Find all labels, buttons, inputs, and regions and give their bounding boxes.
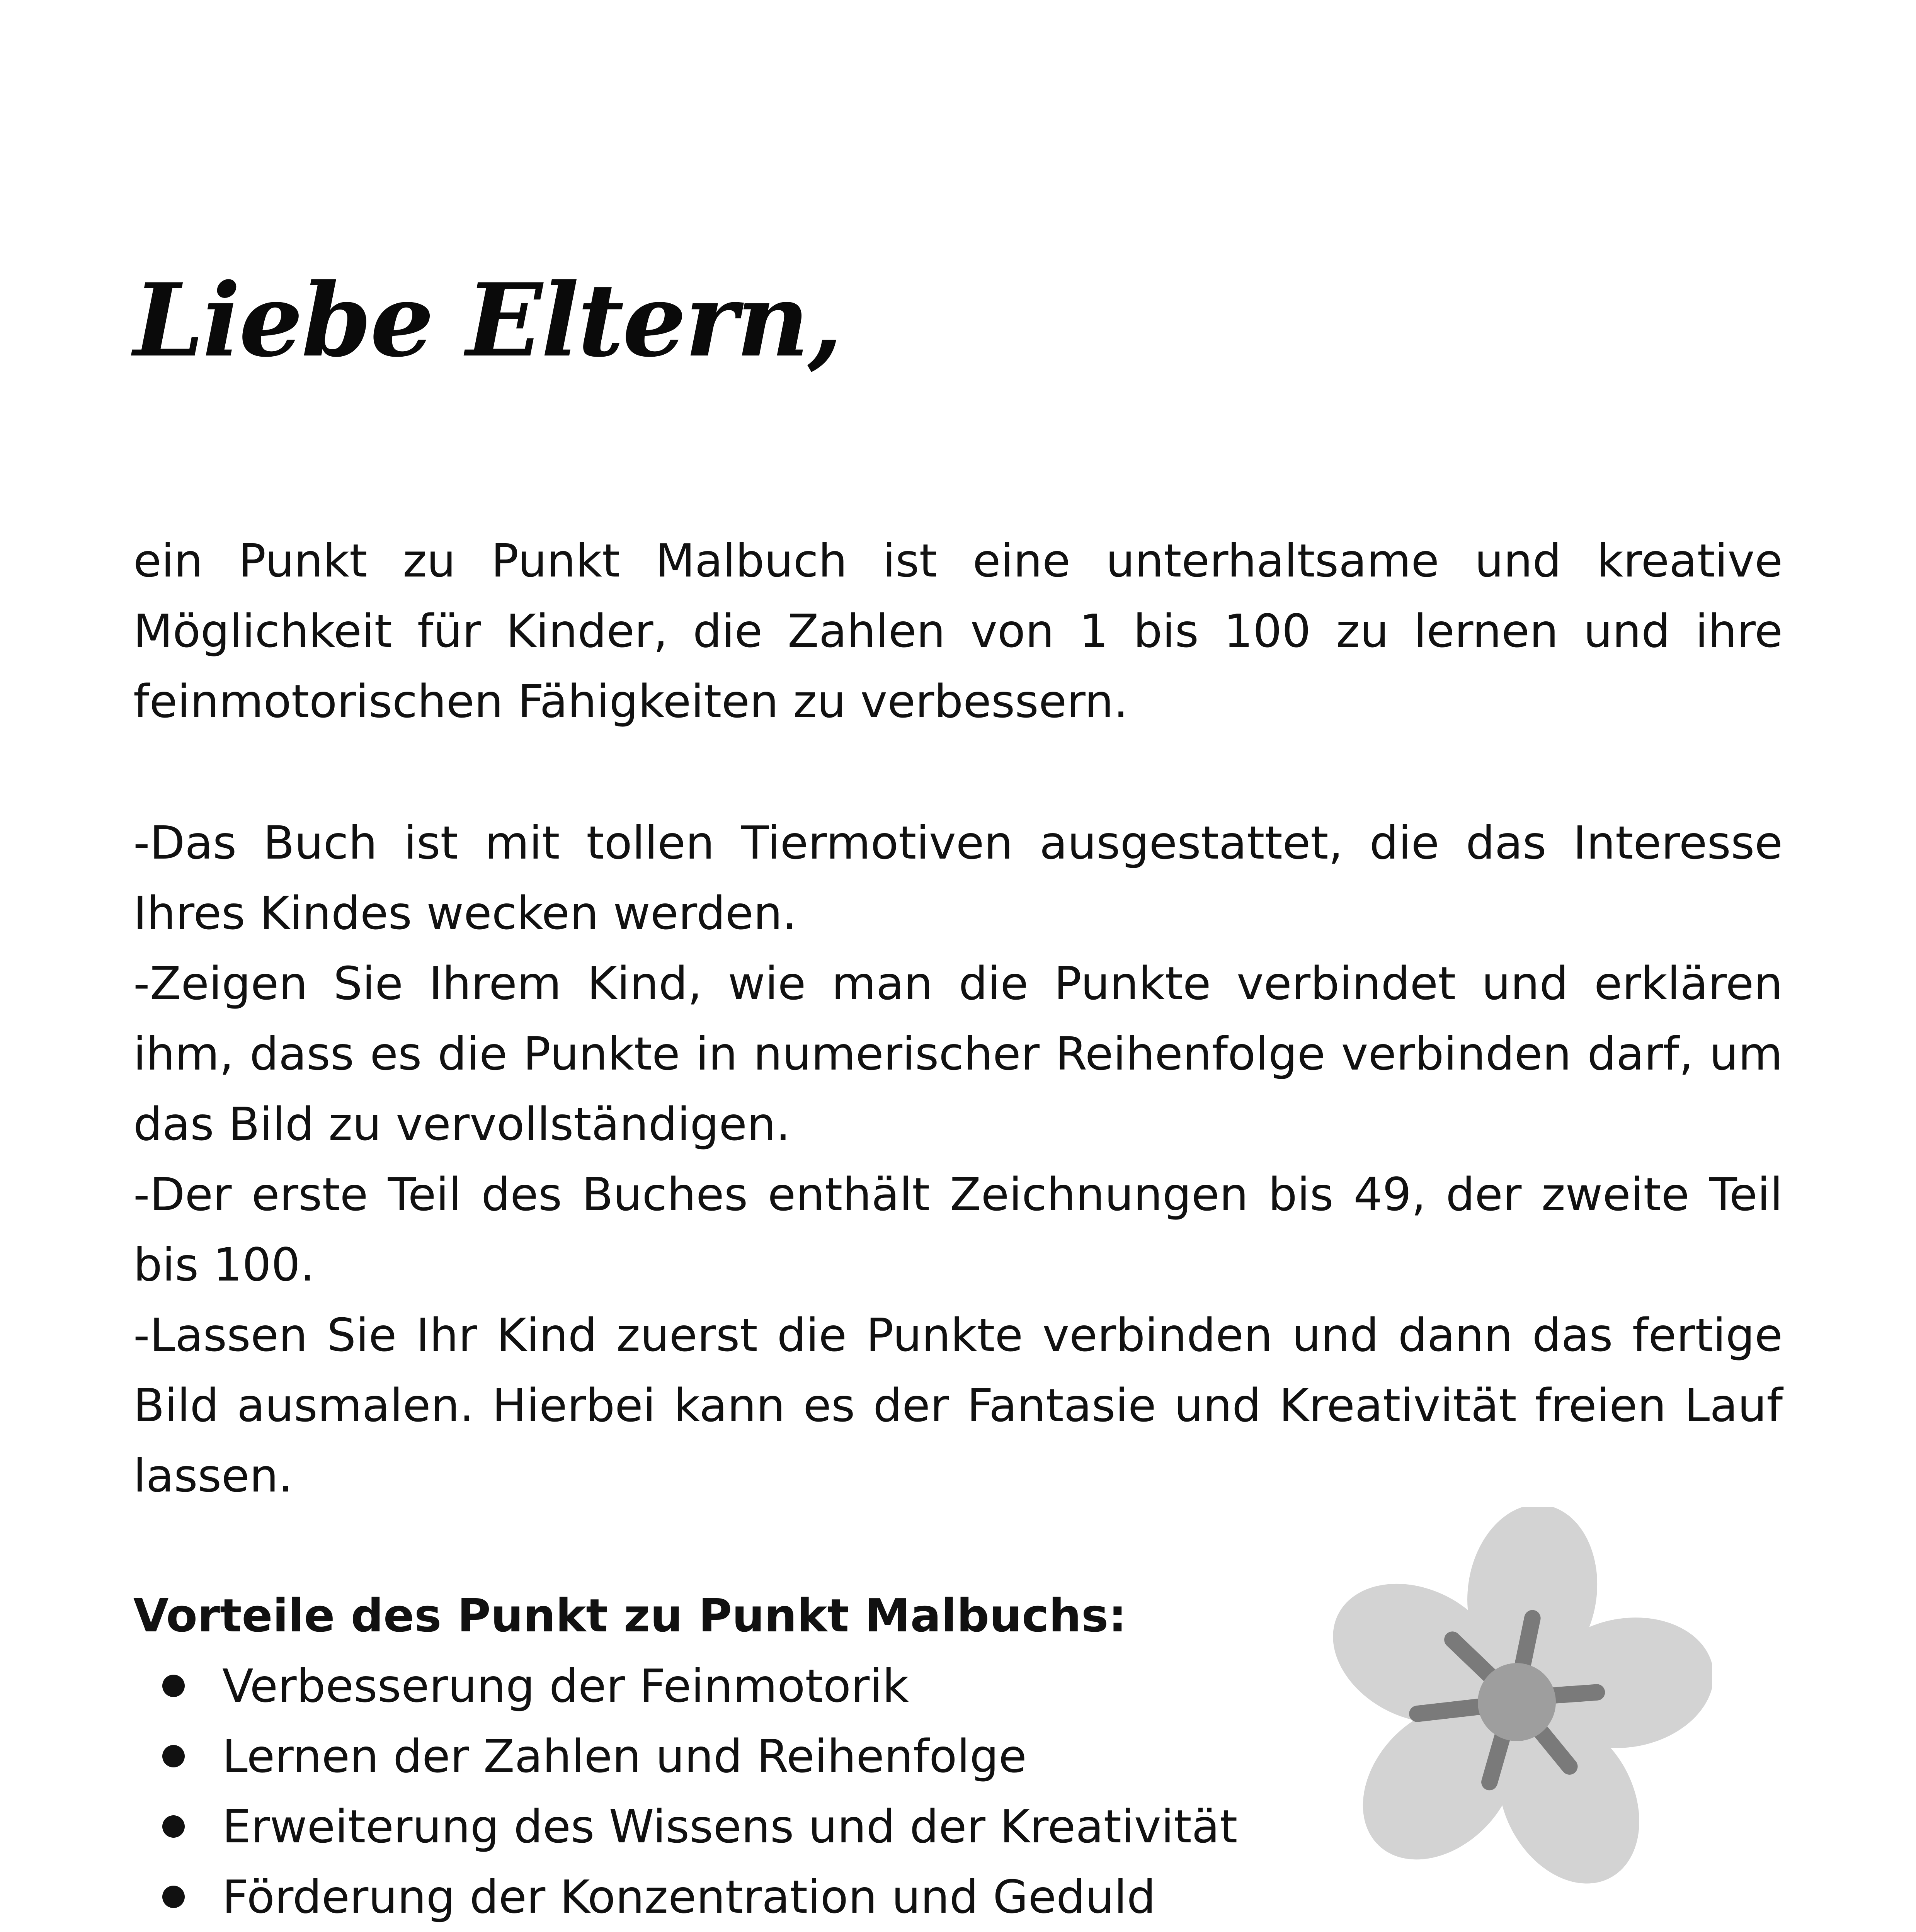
bullet-icon <box>162 1886 185 1908</box>
tip-item: -Zeigen Sie Ihrem Kind, wie man die Punkte verbindet und erklären ihm, dass es die Punkte in numerischer Reihenfolge verbinden darf, um das Bild zu vervollständigen. <box>133 957 1783 1151</box>
flower-center <box>1478 1663 1556 1741</box>
benefit-text: Verbesserung der Feinmotorik <box>222 1659 909 1713</box>
flower-icon <box>1322 1507 1712 1897</box>
page-title: Liebe Eltern, <box>133 262 841 379</box>
intro-paragraph <box>133 526 1783 736</box>
tip-item: -Das Buch ist mit tollen Tiermotiven ausgestattet, die das Interesse Ihres Kindes wecken werden. <box>133 816 1783 940</box>
tips-section <box>133 808 1783 1511</box>
tip-item: -Lassen Sie Ihr Kind zuerst die Punkte verbinden und dann das fertige Bild ausmalen. Hierbei kann es der Fantasie und Kreativität freien Lauf lassen. <box>133 1308 1783 1502</box>
benefit-text: Lernen der Zahlen und Reihenfolge <box>222 1730 1027 1783</box>
bullet-icon <box>162 1675 185 1697</box>
tip-item: -Der erste Teil des Buches enthält Zeichnungen bis 49, der zweite Teil bis 100. <box>133 1168 1783 1291</box>
intro-text: ein Punkt zu Punkt Malbuch ist eine unterhaltsame und kreative Möglichkeit für Kinder, die Zahlen von 1 bis 100 zu lernen und ihre feinmotorischen Fähigkeiten zu verbessern. <box>133 534 1783 728</box>
flower-stamen <box>1417 1706 1485 1714</box>
bullet-icon <box>162 1745 185 1767</box>
benefit-text: Erweiterung des Wissens und der Kreativität <box>222 1800 1238 1853</box>
benefits-heading: Vorteile des Punkt zu Punkt Malbuchs: <box>133 1589 1127 1642</box>
bullet-icon <box>162 1815 185 1838</box>
benefit-text: Förderung der Konzentration und Geduld <box>222 1870 1156 1923</box>
